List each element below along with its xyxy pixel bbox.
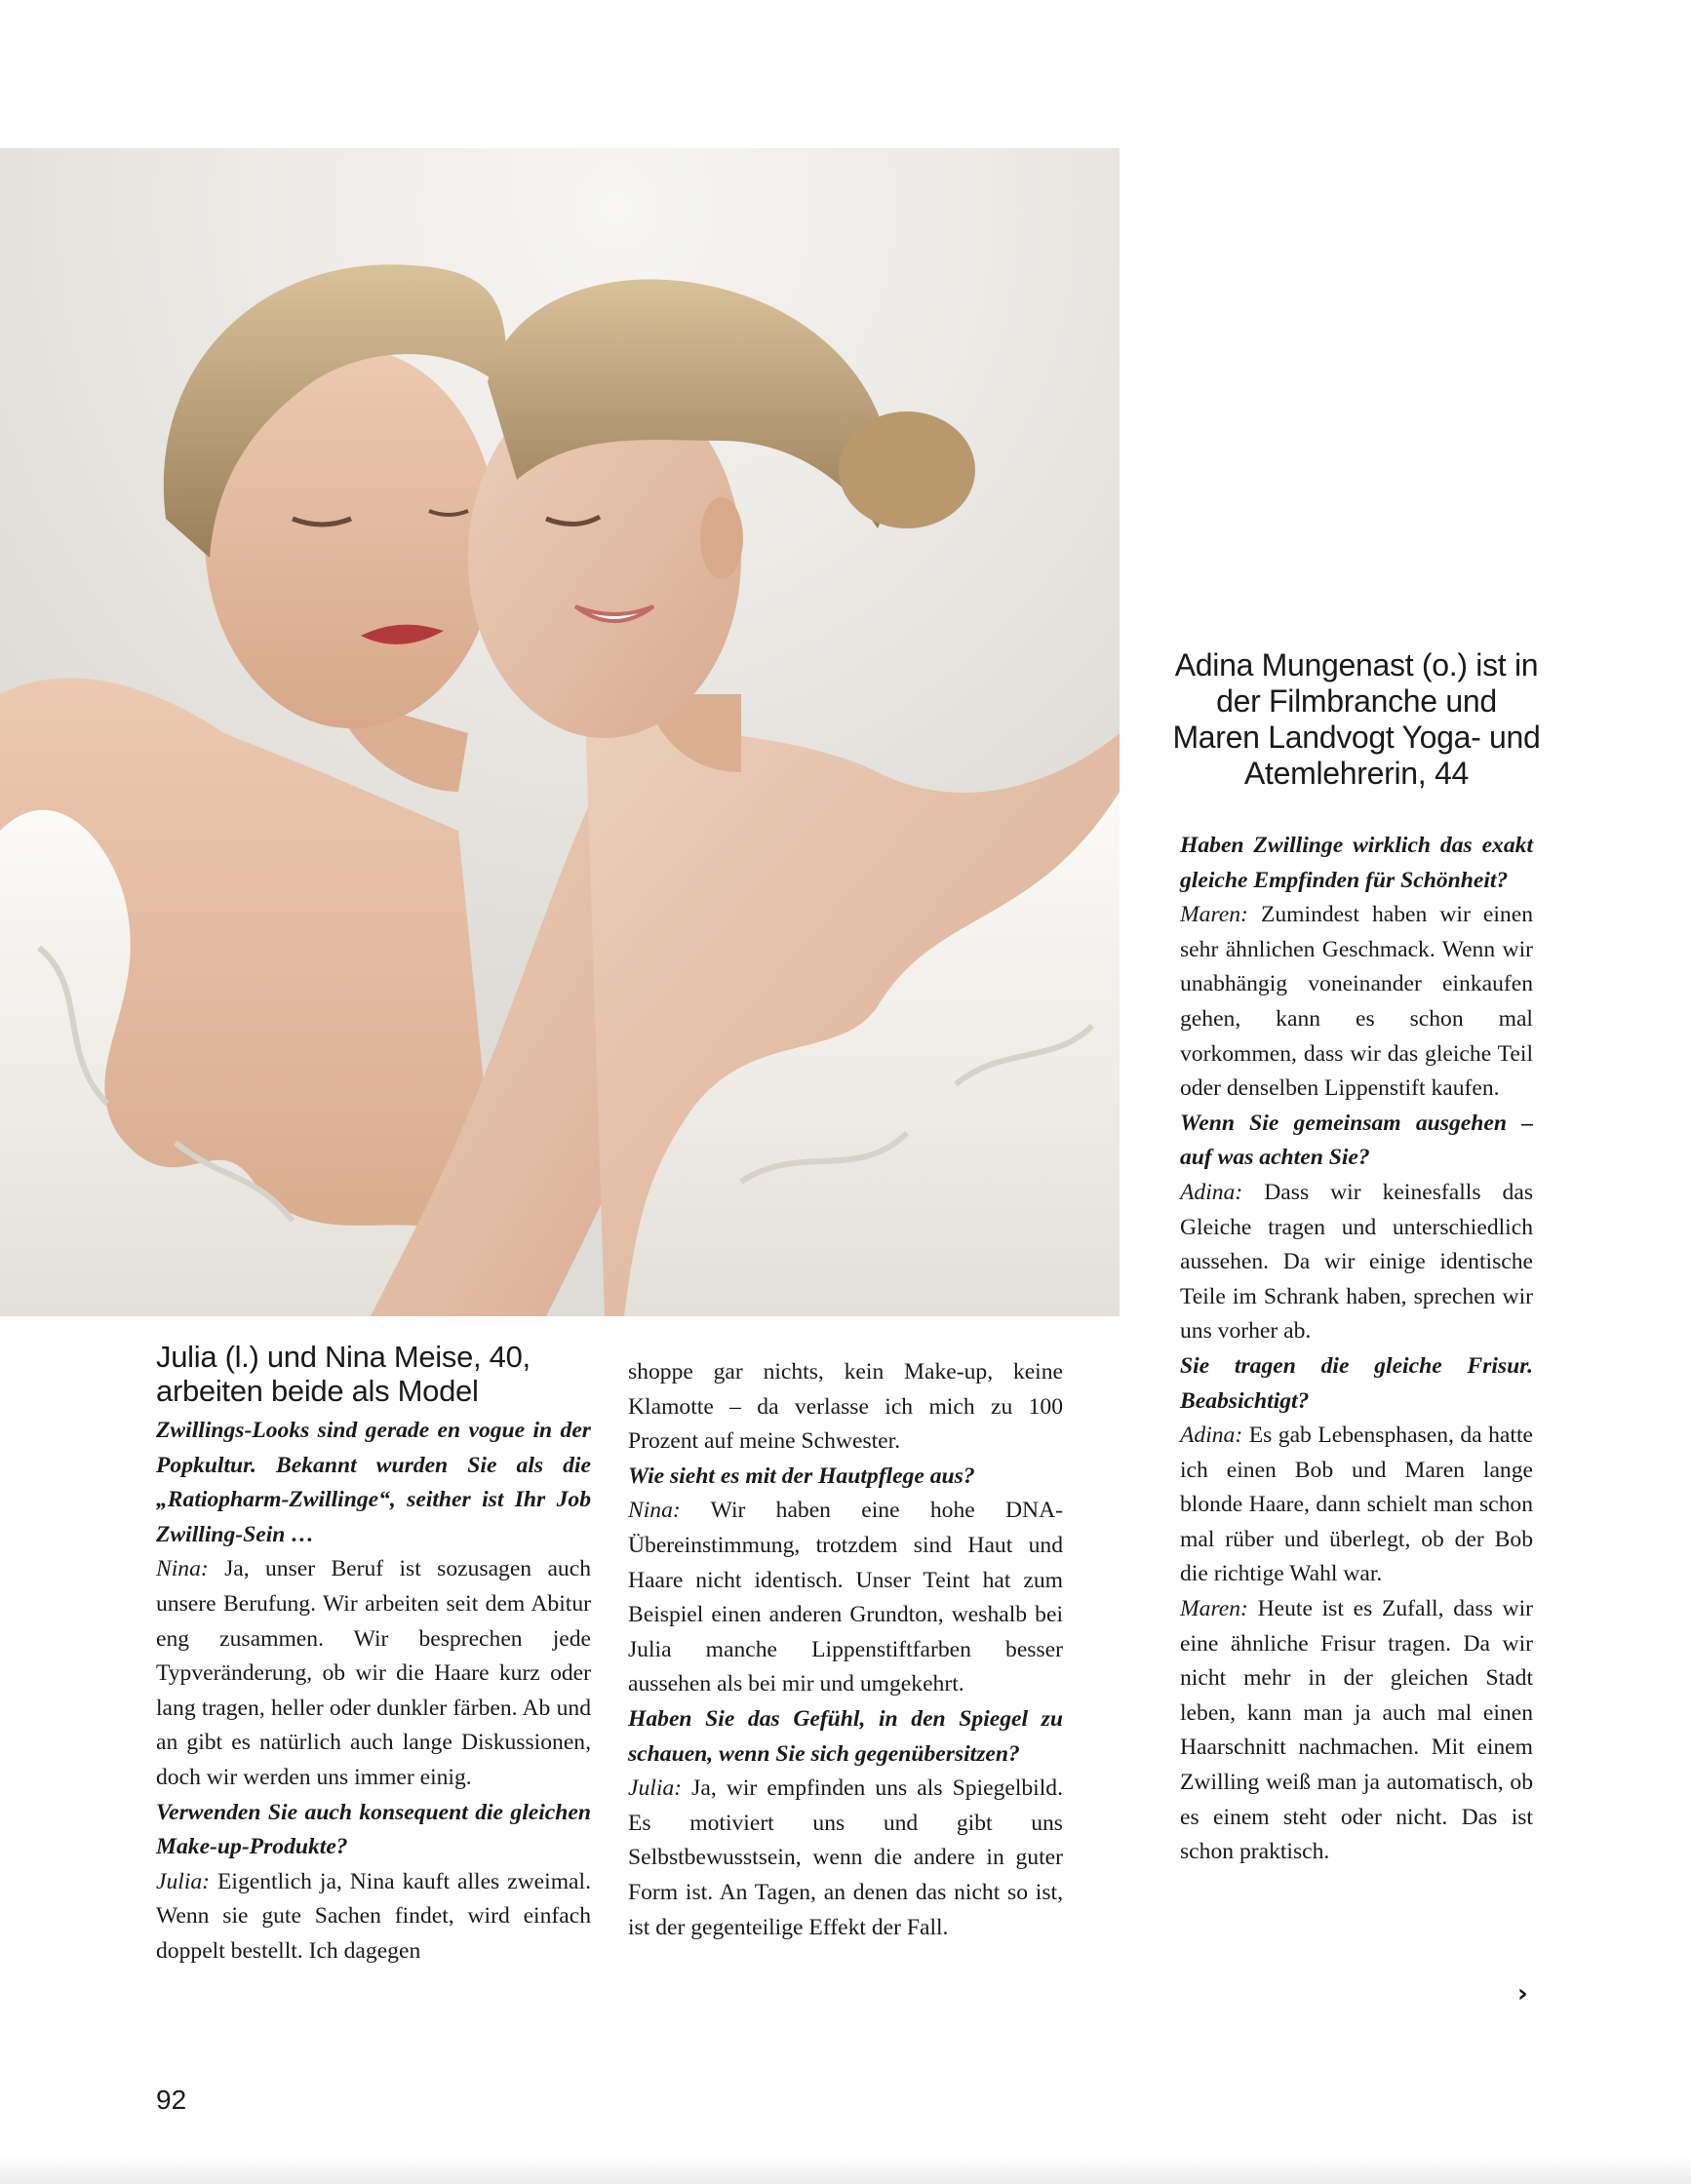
speaker-name: Maren:	[1180, 1596, 1248, 1622]
answer-text: Wir haben eine hohe DNA-Übereinstimmung, trotzdem sind Haut und Haare nicht identisch. Unser Teint hat zum Beispiel einen anderen Grundton, weshalb bei Julia manche Lippenstiftfarben besser aussehen als bei mir und umgekehrt.	[628, 1498, 1063, 1697]
question-text: Sie tragen die gleiche Frisur. Beabsichtigt?	[1180, 1352, 1533, 1414]
twins-photo	[0, 148, 1120, 1316]
question	[1180, 1107, 1533, 1176]
page-number: 92	[156, 2085, 187, 2115]
answer	[628, 1355, 1063, 1460]
answer	[1180, 1176, 1533, 1349]
speaker-name: Julia:	[156, 1868, 211, 1894]
speaker-name: Nina:	[156, 1556, 209, 1582]
page-bottom-edge	[0, 2155, 1691, 2184]
answer-text: Zumindest haben wir einen sehr ähnlichen Geschmack. Wenn wir unabhängig voneinander einkaufen gehen, kann es schon mal vorkommen, dass wir das gleiche Teil oder denselben Lippenstift kaufen.	[1180, 902, 1533, 1102]
speaker-name: Adina:	[1180, 1423, 1243, 1449]
question-text: Verwenden Sie auch konsequent die gleichen Make-up-Produkte?	[156, 1799, 591, 1860]
question	[156, 1414, 591, 1552]
answer	[1180, 898, 1533, 1107]
answer-text: Eigentlich ja, Nina kauft alles zweimal. Wenn sie gute Sachen findet, wird einfach doppelt bestellt. Ich dagegen	[156, 1868, 591, 1964]
twins-portrait-photo-icon	[0, 148, 1120, 1316]
answer	[156, 1552, 591, 1795]
answer-text: shoppe gar nichts, kein Make-up, keine Klamotte – da verlasse ich mich zu 100 Prozent auf meine Schwester.	[628, 1359, 1063, 1455]
question	[156, 1796, 591, 1865]
question	[628, 1702, 1063, 1772]
left-article-column-2	[628, 1355, 1063, 1945]
left-article-heading: Julia (l.) und Nina Meise, 40, arbeiten beide als Model	[156, 1340, 531, 1408]
question	[1180, 829, 1533, 898]
speaker-name: Julia:	[628, 1775, 683, 1802]
answer-text: Heute ist es Zufall, dass wir eine ähnliche Frisur tragen. Da wir nicht mehr in der gleichen Stadt leben, kann man ja auch mal einen Haarschnitt nachmachen. Mit einem Zwilling weiß man ja automatisch, ob es einem steht oder nicht. Das ist schon praktisch.	[1180, 1596, 1533, 1865]
question-text: Wie sieht es mit der Hautpflege aus?	[628, 1462, 975, 1489]
answer	[1180, 1419, 1533, 1592]
left-article-column-1	[156, 1340, 591, 1970]
question	[1180, 1349, 1533, 1419]
answer-text: Ja, wir empfinden uns als Spiegelbild. Es motiviert uns und gibt uns Selbstbewusstsein, wenn die andere in guter Form ist. An Tagen, an denen das nicht so ist, ist der gegenteilige Effekt der Fall.	[628, 1775, 1063, 1940]
question-text: Haben Sie das Gefühl, in den Spiegel zu schauen, wenn Sie sich gegenübersitzen?	[628, 1705, 1063, 1767]
speaker-name: Adina:	[1180, 1179, 1243, 1205]
answer-text: Es gab Lebensphasen, da hatte ich einen Bob und Maren lange blonde Haare, dann schielt man schon mal rüber und überlegt, ob der Bob die richtige Wahl war.	[1180, 1423, 1533, 1587]
answer	[628, 1772, 1063, 1945]
right-article-heading: Adina Mungenast (o.) ist in der Filmbranche und Maren Landvogt Yoga- und Atemlehrerin, 44	[1172, 647, 1541, 791]
right-article-column	[1180, 829, 1533, 1870]
question-text: Zwillings-Looks sind gerade en vogue in der Popkultur. Bekannt wurden Sie als die „Ratiopharm-Zwillinge“, seither ist Ihr Job Zwilling-Sein …	[156, 1418, 591, 1547]
answer	[156, 1865, 591, 1970]
question	[628, 1460, 1063, 1495]
question-text: Haben Zwillinge wirklich das exakt gleiche Empfinden für Schönheit?	[1180, 833, 1533, 893]
speaker-name: Maren:	[1180, 902, 1248, 928]
answer-text: Dass wir keinesfalls das Gleiche tragen und unterschiedlich aussehen. Da wir einige identische Teile im Schrank haben, sprechen wir uns vorher ab.	[1180, 1179, 1533, 1345]
answer-text: Ja, unser Beruf ist sozusagen auch unsere Berufung. Wir arbeiten seit dem Abitur eng zusammen. Wir besprechen jede Typveränderung, ob wir die Haare kurz oder lang tragen, heller oder dunkler färben. Ab und an gibt es natürlich auch lange Diskussionen, doch wir werden uns immer einig.	[156, 1556, 591, 1790]
answer	[628, 1494, 1063, 1702]
question-text: Wenn Sie gemeinsam ausgehen – auf was achten Sie?	[1180, 1110, 1533, 1171]
speaker-name: Nina:	[628, 1498, 681, 1524]
answer	[1180, 1592, 1533, 1870]
continue-arrow-icon: ›	[1517, 1979, 1528, 2008]
